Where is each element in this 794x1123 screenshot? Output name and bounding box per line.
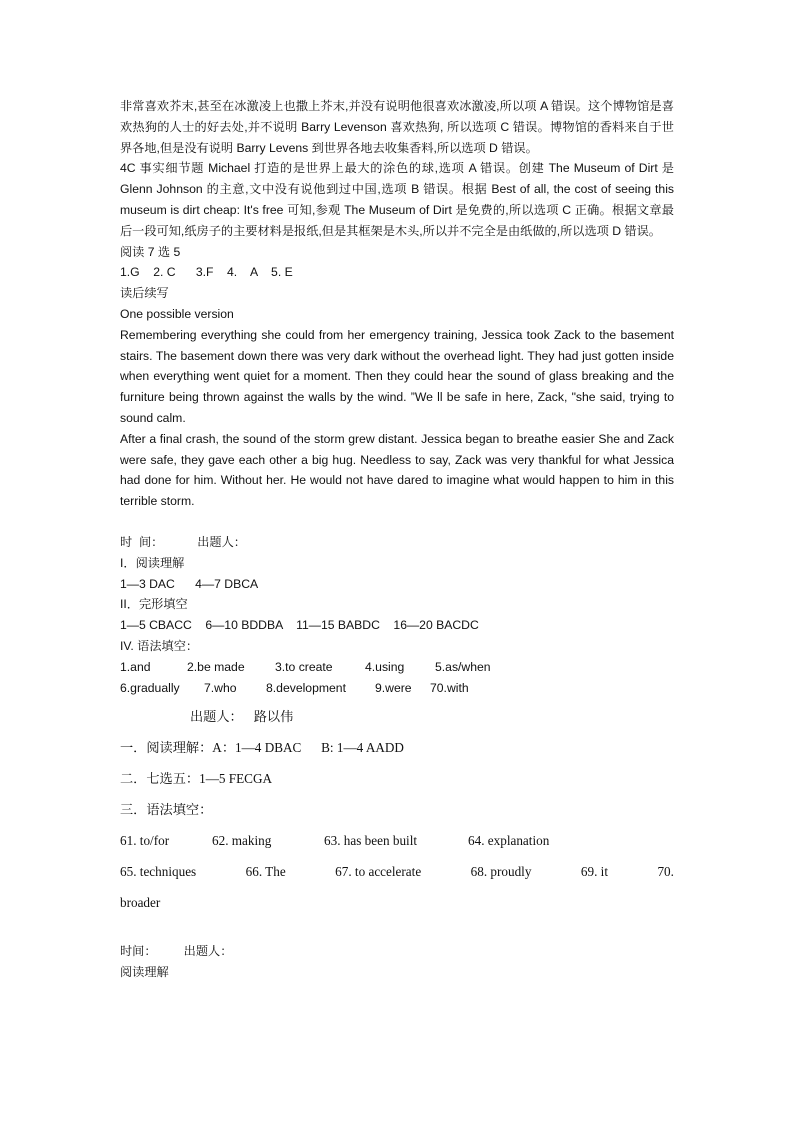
explanation-paragraph: 非常喜欢芥末,甚至在冰激凌上也撒上芥末,并没有说明他很喜欢冰激凌,所以项 A 错误。这个博物馆是喜欢热狗的人士的好去处,并不说明 Barry Levenson 喜欢热狗, 所以选项 C 错误。博物馆的香料来自于世界各地,但是没有说明 Barry Levens 到世界各地去收集香料,所以选项 D 错误。 [120,99,674,155]
grammar-answers-row [120,861,674,883]
story-paragraph: After a final crash, the sound of the storm grew distant. Jessica began to breathe easier She and Zack were safe, they gave each other a big hug. Needless to say, Zack was very thankful for what Jessica had done for him. Without her. He would not have dared to imagine what would happen to him in this terrible storm. [120,431,674,509]
grammar-answer: 70.with [430,680,469,695]
grammar-answers-row [120,678,674,699]
grammar-answer: 69. it [580,864,608,880]
grammar-answer: 70. [657,864,674,880]
grammar-answers-row [120,830,674,852]
heading-reading: 阅读理解 [120,965,169,980]
grammar-answer: 2.be made [187,659,245,674]
grammar-answer: 4.using [365,659,405,674]
grammar-answer: 64. explanation [468,833,550,849]
story-paragraph: Remembering everything she could from her emergency training, Jessica took Zack to the basement stairs. The basement down there was very dark without the overhead light. They had just gotten inside when everything went quiet for a moment. Then they could hear the sound of glass breaking and the furniture being thrown against the walls by the wind. ”We ll be safe in here, Zack, "she said, trying to sound calm. [120,327,674,425]
grammar-answers-row [120,657,674,678]
time-author-line: 时间： 出题人： [120,944,233,959]
section-answer-explanations [120,96,674,512]
grammar-answer: 1.and [120,659,151,674]
grammar-answer: 67. to accelerate [335,864,422,880]
explanation-paragraph: 4C 事实细节题 Michael 打造的是世界上最大的涂色的球,选项 A 错误。创建 The Museum of Dirt 是 Glenn Johnson 的主意,文中没有说他到过中国,选项 B 错误。根据 Best of all, the cost of seeing this museum is dirt cheap: It's free 可知,参观 The Museum of Dirt 是免费的,所以选项 C 正确。根据文章最后一段可知,纸房子的主要材料是报纸,但是其框架是木头,所以并不完全是由纸做的,所以选项 D 错误。 [120,161,674,238]
section-answer-key-4 [120,941,674,983]
heading-seven-choose-five: 阅读 7 选 5 [120,244,181,259]
answers-reading-line: 一．阅读理解：A：1—4 DBAC B: 1—4 AADD [120,740,404,756]
version-label: One possible version [120,306,234,321]
answers-seven-five-line: 二．七选五：1—5 FECGA [120,771,273,787]
grammar-answer: 5.as/when [435,659,491,674]
document-page [120,96,674,983]
heading-continuation-writing: 读后续写 [120,286,169,301]
grammar-answer: 66. The [245,864,286,880]
author-line: 出题人： 路以伟 [190,709,294,725]
grammar-answer: 8.development [266,680,346,695]
grammar-answer: 61. to/for [120,833,170,849]
grammar-answer: 63. has been built [324,833,418,849]
answers-cloze: 1—5 CBACC 6—10 BDDBA 11—15 BABDC 16—20 BACDC [120,618,479,633]
grammar-answer: 65. techniques [120,864,197,880]
answers-seven-choose-five: 1.G 2. C 3.F 4. A 5. E [120,265,293,280]
grammar-answer: 6.gradually [120,680,180,695]
answers-reading: 1—3 DAC 4—7 DBCA [120,576,259,591]
grammar-answer: 62. making [212,833,272,849]
heading-reading: I．阅读理解 [120,555,185,570]
grammar-answer: 68. proudly [470,864,532,880]
heading-grammar: IV. 语法填空： [120,638,199,653]
heading-grammar-fill: 三．语法填空： [120,802,213,818]
grammar-answer: 7.who [204,680,237,695]
section-answer-key-3 [120,706,674,914]
section-answer-key-2 [120,532,674,698]
grammar-answer: 3.to create [275,659,333,674]
grammar-answer: 9.were [375,680,412,695]
grammar-answer-continuation: broader [120,895,161,911]
time-author-line: 时 间： 出题人： [120,534,246,549]
heading-cloze: II．完形填空 [120,597,188,612]
